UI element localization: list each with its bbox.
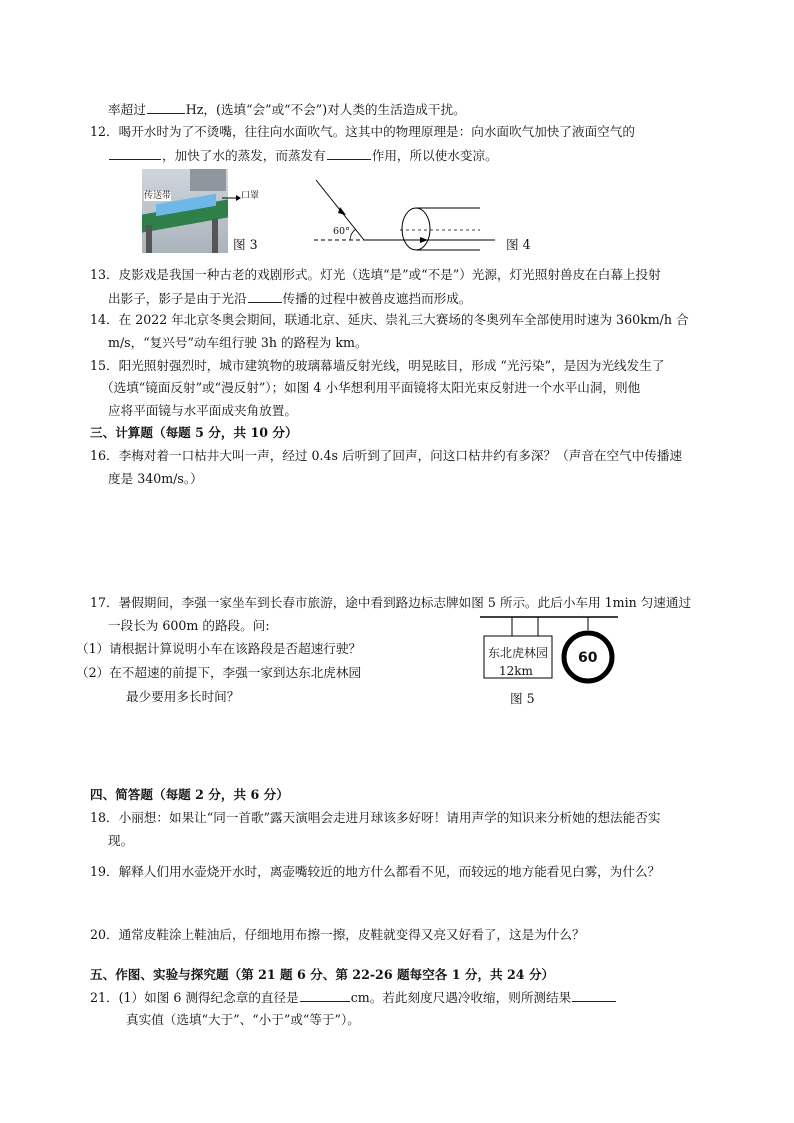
- answer-blank[interactable]: [572, 989, 616, 1002]
- question-15-line1: 15．阳光照射强烈时，城市建筑物的玻璃幕墙反射光线，明晃眩目，形成 “光污染”，是因为光线发生了: [90, 358, 665, 373]
- question-17-part1: （1）请根据计算说明小车在该路段是否超速行驶？: [76, 641, 362, 656]
- question-16-line2: 度是 340m/s。）: [108, 471, 203, 486]
- figure-3-caption: 图 3: [233, 237, 258, 252]
- answer-blank[interactable]: [109, 147, 161, 160]
- figure-4-diagram: [300, 176, 510, 256]
- question-13-line2: 出影子，影子是由于光沿 传播的过程中被兽皮遮挡而形成。: [108, 291, 472, 306]
- mask-label: 口罩: [241, 191, 260, 201]
- question-21-line2: 真实值（选填“大于”、“小于”或“等于”）。: [126, 1012, 360, 1027]
- answer-blank[interactable]: [327, 147, 371, 160]
- answer-blank[interactable]: [248, 290, 282, 303]
- question-15-line2: （选填“镜面反射”或“漫反射”）；如图 4 小华想利用平面镜将太阳光束反射进一个水平山洞，则他: [101, 380, 641, 395]
- section-3-heading: 三、计算题（每题 5 分，共 10 分）: [90, 425, 298, 440]
- figure-4-caption: 图 4: [506, 237, 531, 252]
- question-12-line1: 12．喝开水时为了不烫嘴，往往向水面吹气。这其中的物理原理是：向水面吹气加快了液面空气的: [90, 124, 635, 139]
- answer-blank[interactable]: [147, 101, 185, 114]
- question-17-part2-cont: 最少要用多长时间？: [126, 689, 240, 704]
- question-16-line1: 16．李梅对着一口枯井大叫一声，经过 0.4s 后听到了回声，问这口枯井约有多深？（声音在空气中传播速: [90, 448, 683, 463]
- question-17-line2: 一段长为 600m 的路段。问:: [108, 618, 270, 633]
- question-20: 20．通常皮鞋涂上鞋油后，仔细地用布擦一擦，皮鞋就变得又亮又好看了，这是为什么？: [90, 927, 585, 942]
- speed-limit-value: 60: [578, 650, 598, 666]
- question-17-part2: （2）在不超速的前提下，李强一家到达东北虎林园: [76, 665, 362, 680]
- question-19: 19．解释人们用水壶烧开水时，离壶嘴较近的地方什么都看不见，而较远的地方能看见白雾，为什么？: [90, 864, 661, 879]
- section-5-heading: 五、作图、实验与探究题（第 21 题 6 分、第 22-26 题每空各 1 分，共 24 分）: [90, 967, 555, 982]
- question-15-line3: 应将平面镜与水平面成夹角放置。: [108, 403, 297, 418]
- question-12-line2: ，加快了水的蒸发，而蒸发有 作用，所以使水变凉。: [108, 147, 498, 164]
- belt-label: 传送带: [144, 191, 172, 201]
- question-21-line1: 21．(1）如图 6 测得纪念章的直径是 cm。若此刻度尺遇冷收缩，则所测结果: [90, 989, 617, 1006]
- question-18-line1: 18．小丽想：如果让“同一首歌”露天演唱会走进月球该多好呀！请用声学的知识来分析她的想法能否实: [90, 810, 661, 825]
- sign-distance: 12km: [499, 664, 533, 678]
- section-4-heading: 四、简答题（每题 2 分，共 6 分）: [90, 787, 289, 802]
- question-11-tail: 率超过 Hz，(选填“会”或“不会”)对人类的生活造成干扰。: [108, 102, 466, 117]
- question-14-line1: 14．在 2022 年北京冬奥会期间，联通北京、延庆、崇礼三大赛场的冬奥列车全部使用时速为 360km/h 合: [90, 312, 689, 327]
- figure-3-photo: [142, 169, 228, 253]
- answer-blank[interactable]: [300, 989, 350, 1002]
- angle-label: 60°: [333, 226, 350, 237]
- question-13-line1: 13．皮影戏是我国一种古老的戏剧形式。灯光（选填“是”或“不是”）光源，灯光照射兽皮在白幕上投射: [90, 267, 661, 282]
- figure-5-caption: 图 5: [510, 691, 535, 706]
- question-17-line1: 17．暑假期间，李强一家坐车到长春市旅游，途中看到路边标志牌如图 5 所示。此后小车用 1min 匀速通过: [90, 595, 692, 610]
- question-14-line2: m/s，“复兴号”动车组行驶 3h 的路程为 km。: [108, 335, 368, 350]
- question-18-line2: 现。: [108, 833, 134, 848]
- sign-place-name: 东北虎林园: [488, 646, 549, 660]
